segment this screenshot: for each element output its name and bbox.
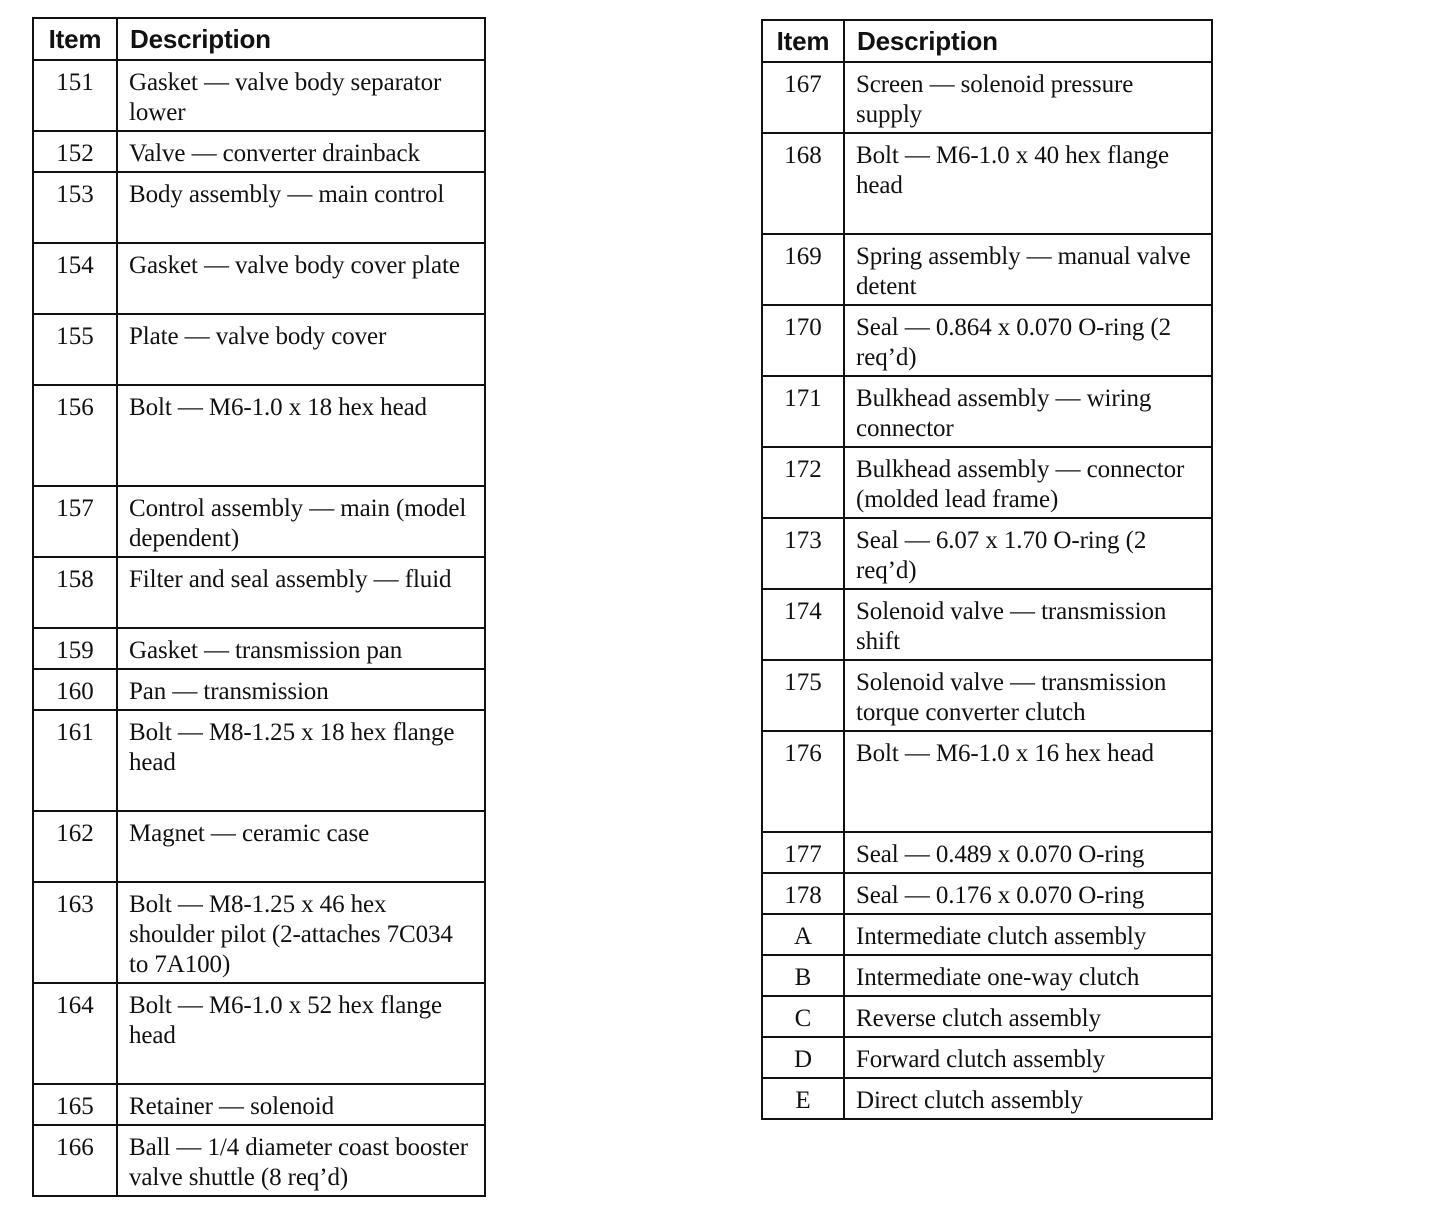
item-number-cell: 168 (762, 133, 844, 234)
item-number-cell: 164 (33, 983, 117, 1084)
table-row (33, 243, 485, 314)
item-number-cell: 178 (762, 873, 844, 914)
item-number-cell: 170 (762, 305, 844, 376)
table-row (33, 385, 485, 486)
table-row (762, 447, 1212, 518)
table-row (762, 914, 1212, 955)
description-cell: Control assembly — main (model dependent) (117, 486, 485, 557)
table-row (762, 955, 1212, 996)
description-cell: Plate — valve body cover (117, 314, 485, 385)
item-number-cell: 174 (762, 589, 844, 660)
description-cell: Pan — transmission (117, 669, 485, 710)
item-number-cell: 154 (33, 243, 117, 314)
description-cell: Solenoid valve — transmission torque converter clutch (844, 660, 1212, 731)
table-row (762, 1078, 1212, 1119)
parts-table-right (761, 19, 1213, 1120)
description-cell: Bolt — M6-1.0 x 40 hex flange head (844, 133, 1212, 234)
table-row (33, 628, 485, 669)
item-number-cell: 177 (762, 832, 844, 873)
table-row (762, 234, 1212, 305)
table-row (33, 882, 485, 983)
item-number-cell: 156 (33, 385, 117, 486)
table-row (762, 589, 1212, 660)
table-row (33, 486, 485, 557)
description-cell: Bolt — M6-1.0 x 18 hex head (117, 385, 485, 486)
description-cell: Body assembly — main control (117, 172, 485, 243)
table-row (762, 62, 1212, 133)
table-row (33, 710, 485, 811)
item-number-cell: 155 (33, 314, 117, 385)
table-row (33, 314, 485, 385)
description-cell: Intermediate one-way clutch (844, 955, 1212, 996)
description-cell: Reverse clutch assembly (844, 996, 1212, 1037)
item-number-cell: 157 (33, 486, 117, 557)
item-number-cell: 171 (762, 376, 844, 447)
item-number-cell: 158 (33, 557, 117, 628)
description-cell: Seal — 0.176 x 0.070 O-ring (844, 873, 1212, 914)
description-cell: Forward clutch assembly (844, 1037, 1212, 1078)
item-number-cell: 159 (33, 628, 117, 669)
table-row (33, 60, 485, 131)
description-cell: Seal — 6.07 x 1.70 O-ring (2 req’d) (844, 518, 1212, 589)
item-number-cell: 165 (33, 1084, 117, 1125)
description-cell: Direct clutch assembly (844, 1078, 1212, 1119)
table-row (762, 996, 1212, 1037)
description-cell: Bolt — M6-1.0 x 16 hex head (844, 731, 1212, 832)
description-cell: Seal — 0.864 x 0.070 O-ring (2 req’d) (844, 305, 1212, 376)
item-number-cell: 169 (762, 234, 844, 305)
item-column-header: Item (762, 20, 844, 62)
description-cell: Bulkhead assembly — connector (molded lead frame) (844, 447, 1212, 518)
item-number-cell: D (762, 1037, 844, 1078)
table-row (33, 811, 485, 882)
description-cell: Valve — converter drainback (117, 131, 485, 172)
table-row (33, 172, 485, 243)
description-cell: Bulkhead assembly — wiring connector (844, 376, 1212, 447)
table-row (762, 376, 1212, 447)
item-number-cell: 172 (762, 447, 844, 518)
item-number-cell: 161 (33, 710, 117, 811)
description-cell: Intermediate clutch assembly (844, 914, 1212, 955)
table-row (762, 1037, 1212, 1078)
item-number-cell: 160 (33, 669, 117, 710)
description-cell: Magnet — ceramic case (117, 811, 485, 882)
item-number-cell: 173 (762, 518, 844, 589)
table-row (33, 983, 485, 1084)
description-cell: Bolt — M6-1.0 x 52 hex flange head (117, 983, 485, 1084)
table-row (762, 660, 1212, 731)
table-row (762, 873, 1212, 914)
description-cell: Seal — 0.489 x 0.070 O-ring (844, 832, 1212, 873)
item-number-cell: 153 (33, 172, 117, 243)
table-row (762, 305, 1212, 376)
item-number-cell: 175 (762, 660, 844, 731)
table-row (33, 131, 485, 172)
table-row (762, 731, 1212, 832)
item-number-cell: 151 (33, 60, 117, 131)
table-row (33, 557, 485, 628)
table-row (33, 1084, 485, 1125)
item-number-cell: 167 (762, 62, 844, 133)
item-number-cell: A (762, 914, 844, 955)
item-number-cell: 166 (33, 1125, 117, 1196)
item-number-cell: 163 (33, 882, 117, 983)
table-row (762, 832, 1212, 873)
description-cell: Gasket — transmission pan (117, 628, 485, 669)
description-cell: Gasket — valve body cover plate (117, 243, 485, 314)
description-cell: Bolt — M8-1.25 x 46 hex shoulder pilot (2-attaches 7C034 to 7A100) (117, 882, 485, 983)
description-column-header: Description (844, 20, 1212, 62)
description-cell: Filter and seal assembly — fluid (117, 557, 485, 628)
description-cell: Bolt — M8-1.25 x 18 hex flange head (117, 710, 485, 811)
item-column-header: Item (33, 18, 117, 60)
description-column-header: Description (117, 18, 485, 60)
table-row (33, 669, 485, 710)
table-row (33, 1125, 485, 1196)
parts-table-left (32, 17, 486, 1197)
item-number-cell: 176 (762, 731, 844, 832)
item-number-cell: E (762, 1078, 844, 1119)
table-header-row (33, 18, 485, 60)
table-row (762, 133, 1212, 234)
item-number-cell: 152 (33, 131, 117, 172)
item-number-cell: B (762, 955, 844, 996)
table-row (762, 518, 1212, 589)
item-number-cell: C (762, 996, 844, 1037)
item-number-cell: 162 (33, 811, 117, 882)
description-cell: Retainer — solenoid (117, 1084, 485, 1125)
description-cell: Ball — 1/4 diameter coast booster valve shuttle (8 req’d) (117, 1125, 485, 1196)
description-cell: Solenoid valve — transmission shift (844, 589, 1212, 660)
table-header-row (762, 20, 1212, 62)
description-cell: Screen — solenoid pressure supply (844, 62, 1212, 133)
description-cell: Spring assembly — manual valve detent (844, 234, 1212, 305)
description-cell: Gasket — valve body separator lower (117, 60, 485, 131)
